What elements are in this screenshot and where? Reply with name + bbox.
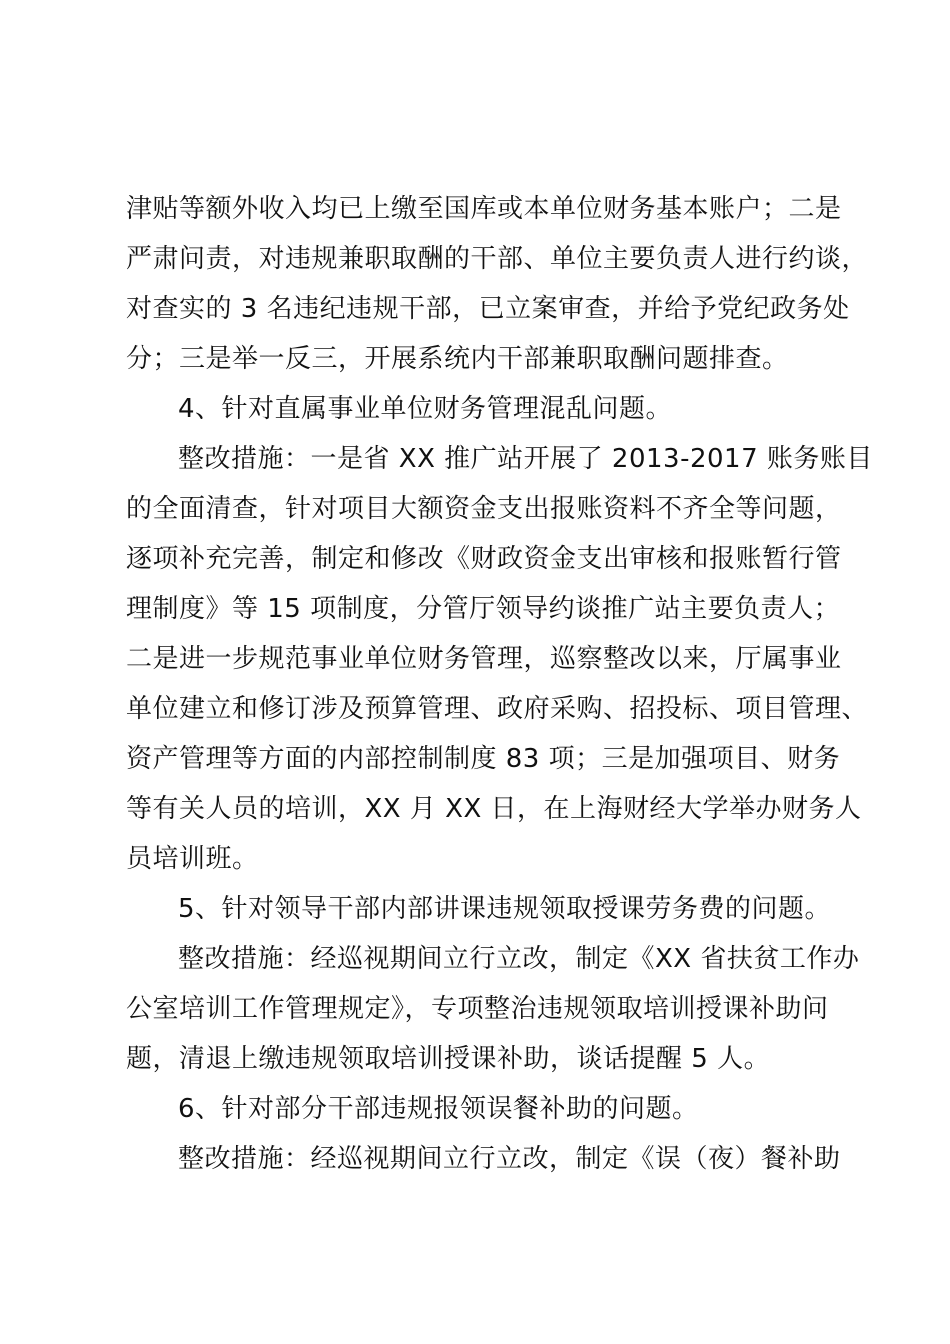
text-line: 公室培训工作管理规定》，专项整治违规领取培训授课补助问 xyxy=(126,994,829,1024)
text-line: 津贴等额外收入均已上缴至国库或本单位财务基本账户；二是 xyxy=(126,194,842,224)
text-line: 逐项补充完善，制定和修改《财政资金支出审核和报账暂行管 xyxy=(126,544,842,574)
text-line: 整改措施：经巡视期间立行立改，制定《XX 省扶贫工作办 xyxy=(178,944,860,974)
text-line: 对查实的 3 名违纪违规干部，已立案审查，并给予党纪政务处 xyxy=(126,294,850,324)
text-line: 理制度》等 15 项制度，分管厅领导约谈推广站主要负责人； xyxy=(126,594,841,624)
text-line: 的全面清查，针对项目大额资金支出报账资料不齐全等问题， xyxy=(126,494,842,524)
text-line: 单位建立和修订涉及预算管理、政府采购、招投标、项目管理、 xyxy=(126,694,869,724)
section-heading: 5、针对领导干部内部讲课违规领取授课劳务费的问题。 xyxy=(178,894,832,924)
text-line: 员培训班。 xyxy=(126,844,259,874)
text-line: 资产管理等方面的内部控制制度 83 项；三是加强项目、财务 xyxy=(126,744,841,774)
text-line: 整改措施：经巡视期间立行立改，制定《误（夜）餐补助 xyxy=(178,1144,841,1174)
document-body xyxy=(126,184,873,1184)
text-line: 整改措施：一是省 XX 推广站开展了 2013-2017 账务账目 xyxy=(178,444,873,474)
text-line: 题，清退上缴违规领取培训授课补助，谈话提醒 5 人。 xyxy=(126,1044,771,1074)
text-line: 等有关人员的培训，XX 月 XX 日，在上海财经大学举办财务人 xyxy=(126,794,862,824)
text-line: 分；三是举一反三，开展系统内干部兼职取酬问题排查。 xyxy=(126,344,789,374)
section-heading: 4、针对直属事业单位财务管理混乱问题。 xyxy=(178,394,673,424)
text-line: 严肃问责，对违规兼职取酬的干部、单位主要负责人进行约谈， xyxy=(126,244,869,274)
section-heading: 6、针对部分干部违规报领误餐补助的问题。 xyxy=(178,1094,699,1124)
text-line: 二是进一步规范事业单位财务管理，巡察整改以来，厅属事业 xyxy=(126,644,842,674)
